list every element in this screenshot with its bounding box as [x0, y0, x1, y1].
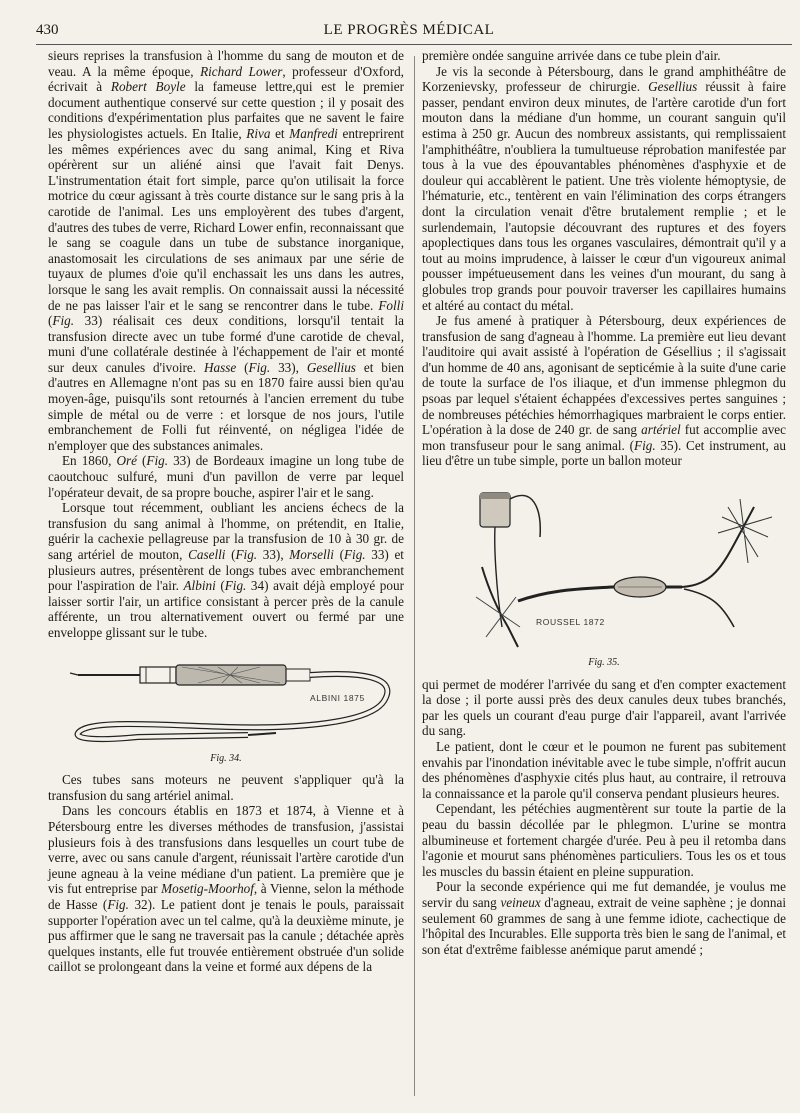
paragraph: sieurs reprises la transfusion à l'homme du sang de mouton et de veau. A la même époque, Richard Lower, professeur d'Oxford, écrivait à Robert Boyle la fameuse lettre,qui est le premier document authentique conservé sur cette question ; il y posait des conditions d'expérimentation plus parfaites que ne savent le faire les physiologistes actuels. En Italie, Riva et Manfredi entreprirent les mêmes expériences avec du sang animal, King et Riva opérèrent sur un aliéné ainsi que l'avait fait Denys. L'instrumentation était fort simple, parce qu'on utilisait la force motrice du cœur agissant à très courte distance sur le sang pris à la carotide de l'animal. Les uns employèrent des tubes d'argent, d'autres des tubes de verre, Richard Lower enfin, reconnaissant que le sang se coagule dans un tube de substance inorganique, anastomosait les circulations de ses animaux par une série de tuyaux de plumes d'oie qu'il enchassait les uns dans les autres, lorsque le sang les avait remplis. On connaissait aussi la nécessité de ne pas laisser l'air et le sang se rencontrer dans le tube. Folli (Fig. 33) réalisait ces deux conditions, lorsqu'il tentait la transfusion directe avec un tube formé d'une carotide de cheval, muni d'une collatérale destinée à l'échappement de l'air et monté sur deux canules d'ivoire. Hasse (Fig. 33), Gesellius et bien d'autres en Allemagne n'ont pas su en 1870 faire aussi bien qu'au moyen-âge, puisqu'ils sont retournés à l'ancien errement du tube simple de métal ou de verre : et lorsque de nos jours, l'utile embranchement de Folli fut réinventé, on négligea l'idée de n'employer que des substances animales. [48, 48, 404, 453]
column-divider [414, 56, 415, 1096]
paragraph: Cependant, les pétéchies augmentèrent sur toute la partie de la peau du bassin décollée par le phlegmon. L'urine se montra albumineuse et fortement chargée d'urée. Peu à peu il retomba dans l'agonie et mourut sans phénomènes particuliers. Tous les os et tous les muscles du bassin étaient en pleine suppuration. [422, 801, 786, 879]
paragraph: Je vis la seconde à Pétersbourg, dans le grand amphithéâtre de Korzenievsky, professeur de chirurgie. Gesellius réussit à faire passer, pendant environ deux minutes, de l'artère carotide d'un fort mouton dans la médiane d'un homme, un courant sanguin qu'il estima à 250 gr. Aucun des nombreux assistants, qui remplissaient l'amphithéâtre, n'oubliera la tumultueuse réprobation manifestée par tous à la vue des épouvantables phénomènes d'asphyxie et de douleur qui accablèrent le patient. Une très violente hémoptysie, de l'hématurie, etc., tentèrent en vain l'élimination des corps étrangers dont la circulation venait d'être brutalement remplie ; et le surlendemain, l'autopsie découvrant des ruptures et des foyers apoplectiques dans tous les organes vasculaires, démontrait qu'il y a tout au moins imprudence, à laisser le cœur d'un vigoureux animal pousser impétueusement dans les veines d'un mourant, du sang à globules trop grands pour pouvoir traverser les capillaires humains et altéré au contact du métal. [422, 63, 786, 313]
page-number: 430 [36, 22, 59, 38]
paragraph: Le patient, dont le cœur et le poumon ne furent pas subitement envahis par l'inondation inévitable avec le tube simple, n'offrit aucun des phénomènes d'asphyxie cités plus haut, au contraire, il retrouva la connaissance et la parole qu'il conserva pendant plusieurs heures. [422, 739, 786, 801]
figure-caption: Fig. 34. [210, 752, 242, 764]
roussel-transfuser-illustration [422, 477, 786, 653]
header-rule [36, 44, 792, 45]
figure-35 [422, 477, 786, 671]
figure-label: ROUSSEL 1872 [536, 617, 605, 628]
paragraph: Dans les concours établis en 1873 et 1874, à Vienne et à Pétersbourg entre les diverses méthodes de transfusion, j'assistai plusieurs fois à des transfusions dans lesquelles un court tube de verre, avec ou sans canule d'argent, réunissait l'artère carotide d'un jeune agneau à la veine médiane d'un patient. La première que je vis fut entreprise par Mosetig-Moorhof, à Vienne, selon la méthode de Hasse (Fig. 32). Le patient dont je tenais le pouls, paraissait supporter l'opération avec un tel calme, qu'à la deuxième minute, je pus affirmer que le sang ne traversait pas la canule ; détachée après quelques instants, elle fut trouvée entièrement obstruée d'un solide caillot se prolongeant dans la veine et formé aux dépens de la [48, 803, 404, 975]
right-column [422, 48, 786, 957]
figure-34 [48, 649, 404, 767]
left-column [48, 48, 404, 975]
paragraph: qui permet de modérer l'arrivée du sang et d'en compter exactement la dose ; il porte aussi près des deux canules deux tubes branchés, par les quels un courant d'eau purge d'air l'appareil, avant l'arrivée du sang. [422, 676, 786, 739]
paragraph: En 1860, Oré (Fig. 33) de Bordeaux imagine un long tube de caoutchouc sulfuré, muni d'un pavillon de verre par lequel l'opérateur devait, de sa propre bouche, aspirer l'air et le sang. [48, 453, 404, 500]
figure-caption: Fig. 35. [588, 657, 620, 669]
paragraph: Je fus amené à pratiquer à Pétersbourg, deux expériences de transfusion de sang d'agneau à l'homme. La première eut lieu devant l'auditoire qui avait assisté à l'opération de Gésellius ; il s'agissait d'un homme de 40 ans, agonisant de septicémie à la suite d'une carie de toute la surface de l'os iliaque, et d'un immense phlegmon du psoas par lequel s'étaient échappées d'excessives pertes sanguines ; de nombreuses pétéchies hémorrhagiques marbraient le corps entier. L'opération à la dose de 240 gr. de sang artériel fut accomplie avec mon transfuseur pour le sang animal. (Fig. 35). Cet instrument, au lieu d'être un tube simple, porte un ballon moteur [422, 313, 786, 469]
paragraph: Ces tubes sans moteurs ne peuvent s'appliquer qu'à la transfusion du sang artériel animal. [48, 772, 404, 803]
paragraph: première ondée sanguine arrivée dans ce tube plein d'air. [422, 48, 721, 63]
figure-label: ALBINI 1875 [310, 692, 365, 703]
running-header [36, 22, 782, 42]
journal-title: LE PROGRÈS MÉDICAL [323, 22, 495, 38]
paragraph: Pour la seconde expérience qui me fut demandée, je voulus me servir du sang veineux d'agneau, extrait de veine saphène ; je donnai seulement 60 grammes de sang à une femme idiote, cachectique de l'hôpital des Incurables. Elle supporta très bien le sang de l'animal, et son état d'extrême faiblesse anémique parut amendé ; [422, 879, 787, 957]
albini-tube-illustration [48, 649, 404, 749]
paragraph: Lorsque tout récemment, oubliant les anciens échecs de la transfusion du sang animal à l'homme, on prétendit, en Italie, guérir la cachexie pellagreuse par la transfusion de 10 à 30 gr. de sang artériel de mouton, Caselli (Fig. 33), Morselli (Fig. 33) et plusieurs autres, présentèrent de longs tubes avec embranchement pour l'aspiration de l'air. Albini (Fig. 34) avait déjà employé pour laisser sortir l'air, un artifice consistant à percer près de la canule afférente, un trou alternativement ouvert ou fermé par une enveloppe glissant sur le tube. [48, 500, 404, 640]
